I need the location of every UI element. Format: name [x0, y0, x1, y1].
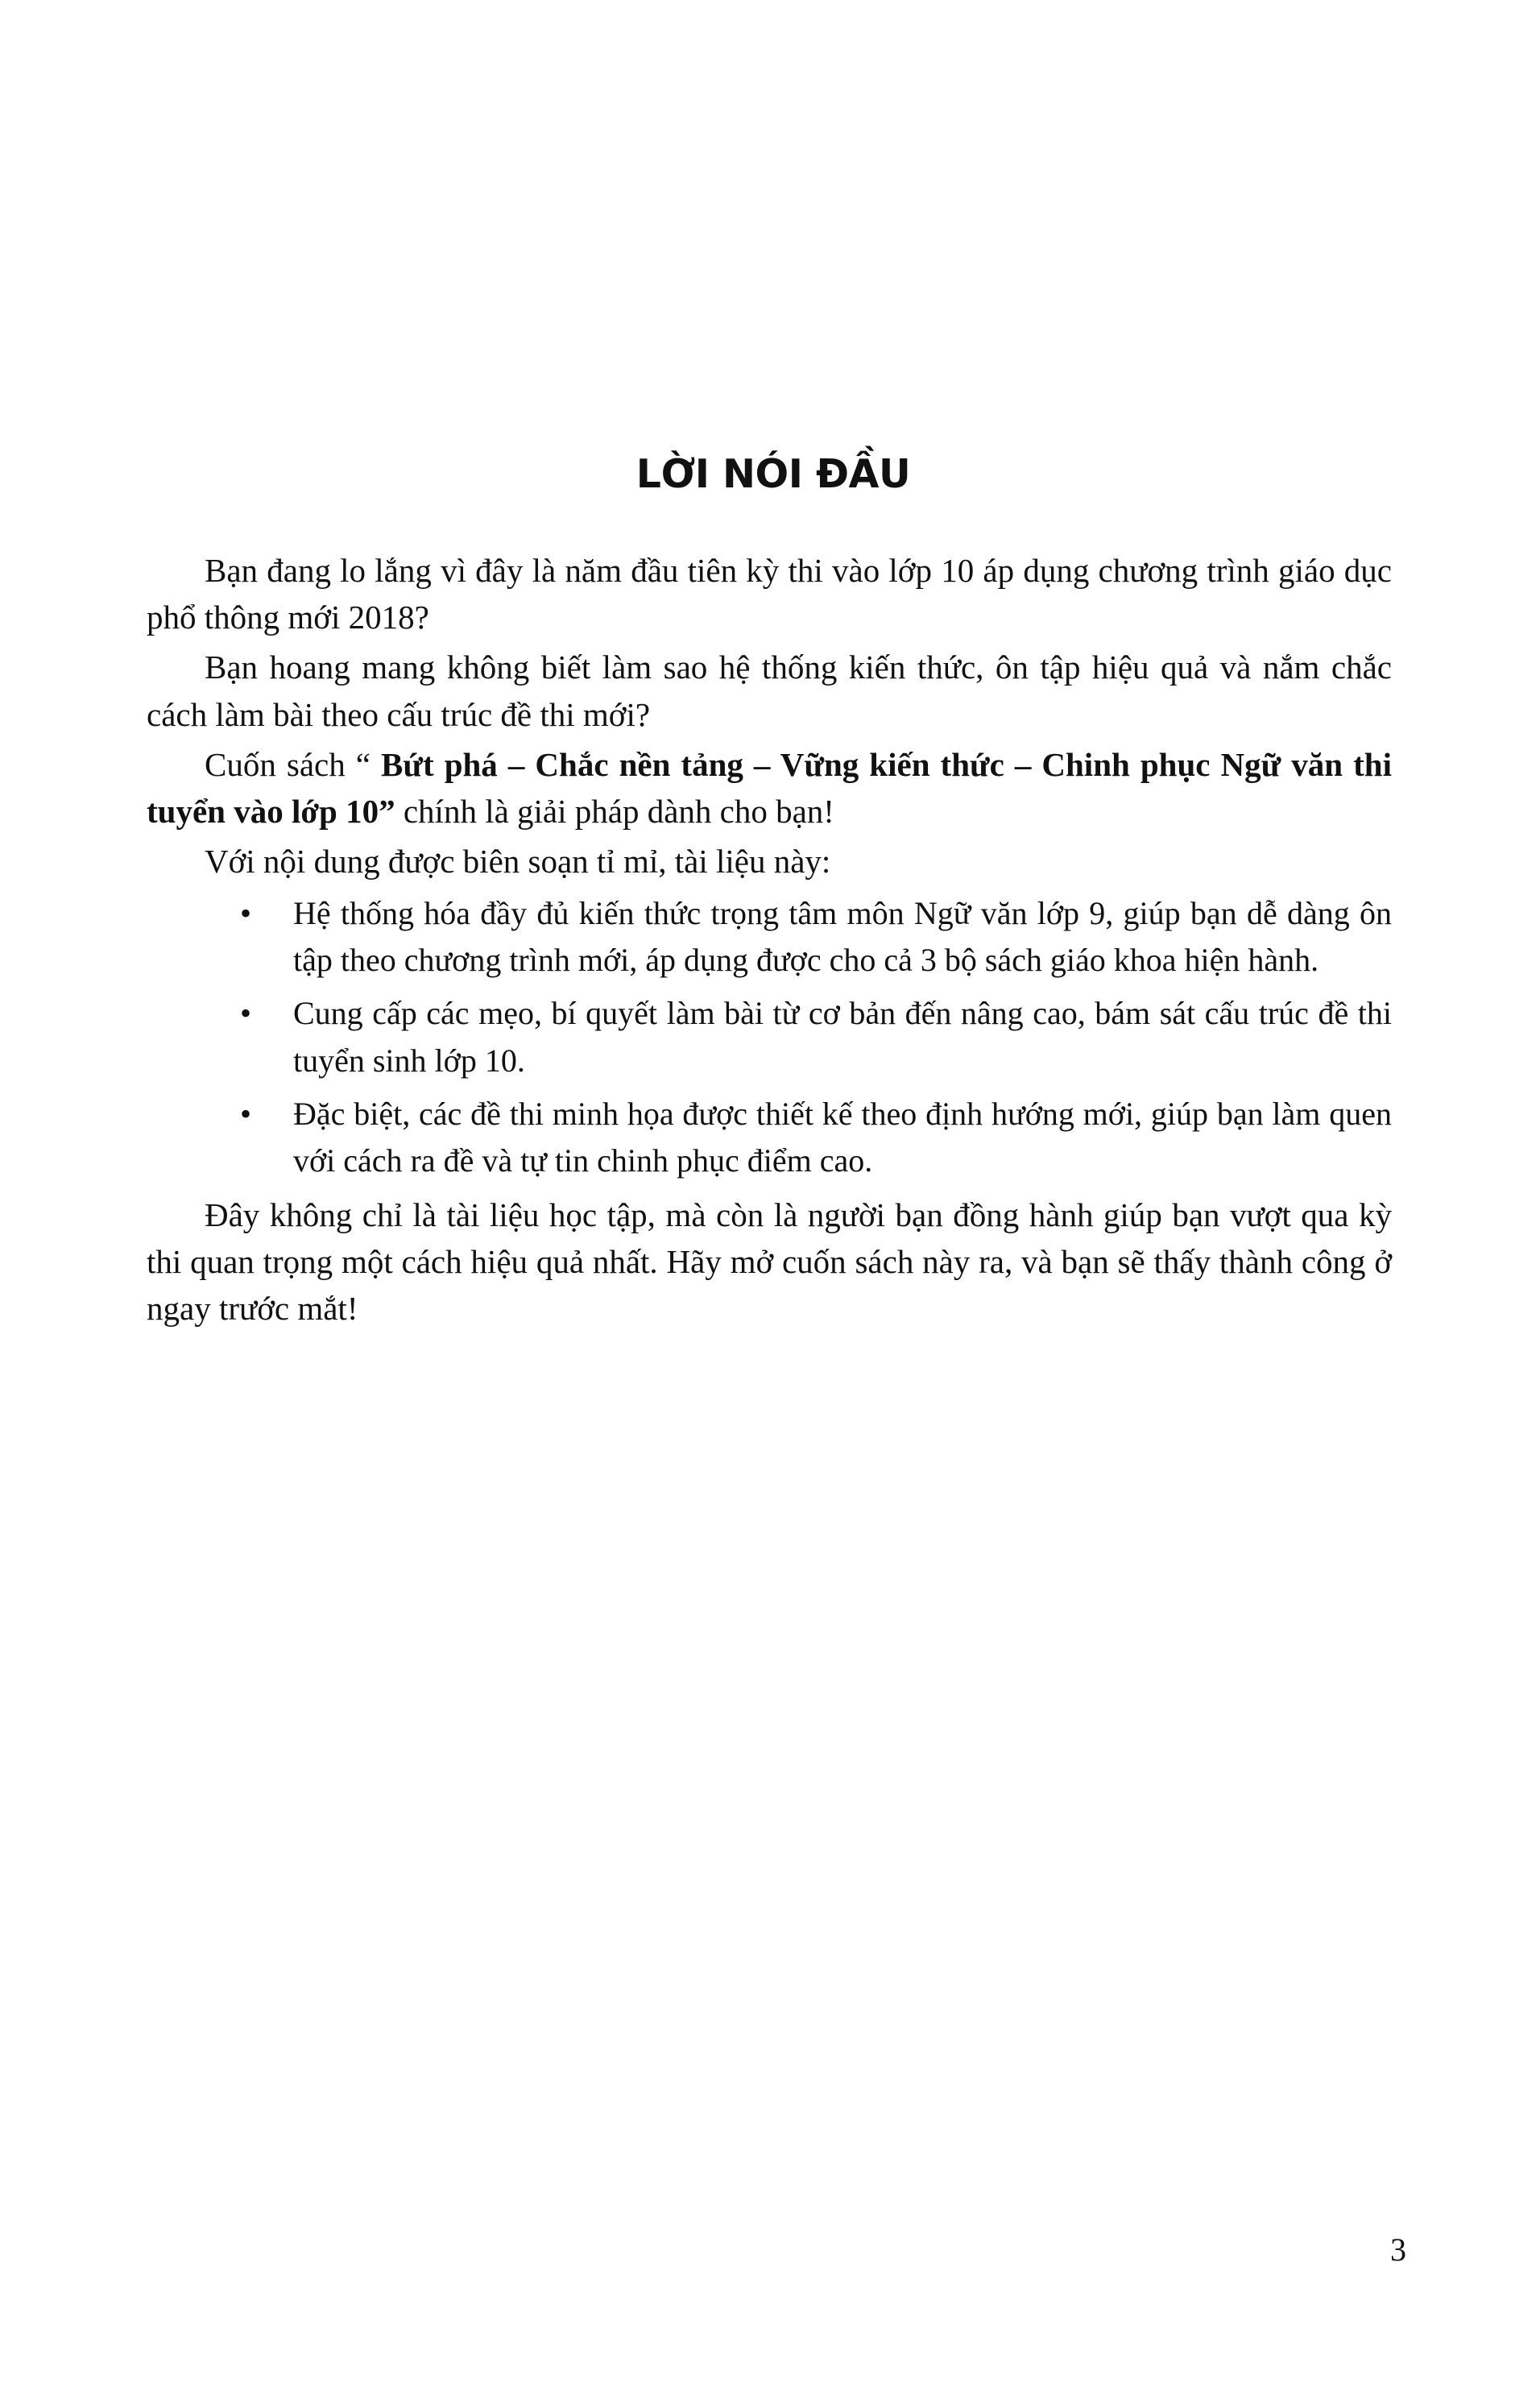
list-item: [227, 890, 1392, 984]
paragraph-highlight: [121, 741, 1426, 835]
paragraph-1: Bạn đang lo lắng vì đây là năm đầu tiên kỳ thi vào lớp 10 áp dụng chương trình giáo dục phổ thông mới 2018?: [147, 552, 1392, 636]
page-number: 3: [1390, 2231, 1406, 2268]
feature-list: [121, 890, 1426, 1185]
page-content: [121, 451, 1426, 1336]
bullet-icon: •: [240, 894, 252, 931]
page-title: LỜI NÓI ĐẦU: [635, 451, 911, 497]
list-item-text: Hệ thống hóa đầy đủ kiến thức trọng tâm môn Ngữ văn lớp 9, giúp bạn dễ dàng ôn tập theo chương trình mới, áp dụng được cho cả 3 bộ sách giáo khoa hiện hành.: [293, 894, 1392, 978]
paragraph-2: Bạn hoang mang không biết làm sao hệ thống kiến thức, ôn tập hiệu quả và nắm chắc cách làm bài theo cấu trúc đề thi mới?: [147, 649, 1392, 733]
list-item: [227, 990, 1392, 1084]
bullet-icon: •: [240, 995, 252, 1032]
list-item-text: Cung cấp các mẹo, bí quyết làm bài từ cơ bản đến nâng cao, bám sát cấu trúc đề thi tuyển sinh lớp 10.: [293, 995, 1392, 1079]
paragraph-list-intro: Với nội dung được biên soạn tỉ mỉ, tài liệu này:: [205, 843, 831, 881]
list-item: [227, 1091, 1392, 1185]
bullet-icon: •: [240, 1096, 252, 1133]
highlight-lead: Cuốn sách “: [205, 745, 382, 783]
highlight-book-title: Bứt phá – Chắc nền tảng – Vững kiến thức – Chinh phục Ngữ văn thi tuyển vào lớp 10”: [147, 745, 1392, 831]
paragraph-closing: Đây không chỉ là tài liệu học tập, mà còn là người bạn đồng hành giúp bạn vượt qua kỳ thi quan trọng một cách hiệu quả nhất. Hãy mở cuốn sách này ra, và bạn sẽ thấy thành công ở ngay trước mắt!: [147, 1196, 1392, 1328]
list-item-text: Đặc biệt, các đề thi minh họa được thiết kế theo định hướng mới, giúp bạn làm quen với cách ra đề và tự tin chinh phục điểm cao.: [293, 1096, 1392, 1179]
highlight-tail: chính là giải pháp dành cho bạn!: [395, 793, 834, 831]
